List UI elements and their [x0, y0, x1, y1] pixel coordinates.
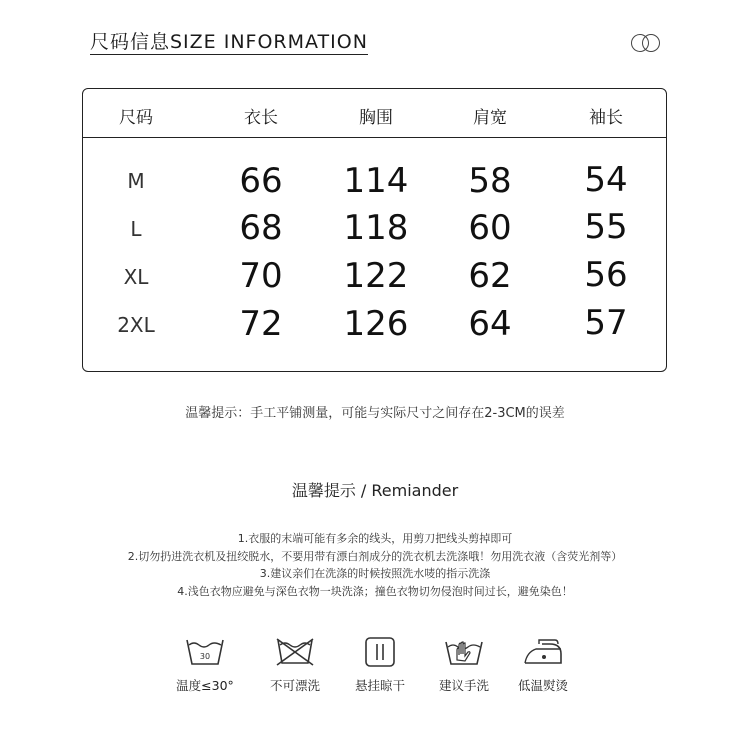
column-header-sleeve: 袖长: [589, 108, 623, 128]
measurement-notice: 温馨提示：手工平铺测量，可能与实际尺寸之间存在2-3CM的误差: [185, 406, 565, 421]
care-item-hang-dry: [335, 636, 425, 694]
row-size-label: L: [130, 217, 142, 241]
rings-logo-icon: [631, 34, 663, 52]
table-header-divider: [83, 137, 666, 138]
length-value: 72: [239, 304, 283, 344]
sleeve-value: 56: [584, 255, 628, 295]
care-label: 低温熨烫: [517, 678, 568, 693]
length-value: 68: [239, 208, 283, 248]
care-tips: [0, 530, 750, 600]
hang-dry-icon: [359, 636, 401, 668]
care-item-hand-wash: [419, 636, 509, 694]
page-title: 尺码信息SIZE INFORMATION: [90, 31, 368, 53]
column-header-length: 衣长: [244, 108, 278, 128]
size-table: [82, 88, 667, 372]
low-iron-icon: [522, 636, 564, 668]
length-value: 66: [239, 161, 283, 201]
reminder-title: 温馨提示 / Remiander: [291, 481, 459, 500]
care-label: 建议手洗: [438, 678, 489, 693]
chest-value: 114: [343, 161, 409, 201]
care-label: 不可漂洗: [269, 678, 320, 693]
column-header-shoulder: 肩宽: [473, 108, 507, 128]
sleeve-value: 57: [584, 303, 628, 343]
size-info-header: [90, 27, 368, 54]
hand-wash-icon: [443, 636, 485, 668]
tip-item: 1.衣服的末端可能有多余的线头，用剪刀把线头剪掉即可: [237, 532, 513, 545]
row-size-label: M: [127, 169, 145, 193]
wash-30-icon: [184, 636, 226, 668]
tip-item: 4.浅色衣物应避免与深色衣物一块洗涤；撞色衣物切勿侵泡时间过长，避免染色！: [177, 584, 573, 598]
shoulder-value: 58: [468, 161, 512, 201]
title-underline: [90, 54, 368, 55]
tip-item: 3.建议亲们在洗涤的时候按照洗水唛的指示洗涤: [259, 567, 491, 580]
tip-item: 2.切勿扔进洗衣机及扭绞脱水，不要用带有漂白剂成分的洗衣机去洗涤哦！勿用洗衣液（含荧光剂等）: [127, 549, 623, 563]
column-header-chest: 胸围: [359, 108, 393, 128]
shoulder-value: 64: [468, 304, 512, 344]
chest-value: 126: [343, 304, 409, 344]
row-size-label: 2XL: [117, 313, 155, 337]
shoulder-value: 62: [468, 256, 512, 296]
shoulder-value: 60: [468, 208, 512, 248]
care-item-wash-30: [160, 636, 250, 694]
care-label: 温度≤30°: [176, 678, 234, 693]
sleeve-value: 54: [584, 160, 628, 200]
wash-temperature-text: 30: [199, 652, 211, 661]
sleeve-value: 55: [584, 207, 628, 247]
care-item-low-iron: [498, 636, 588, 694]
care-item-no-bleach: [250, 636, 340, 694]
row-size-label: XL: [123, 265, 149, 289]
column-header-size: 尺码: [119, 108, 153, 128]
no-bleach-icon: [274, 636, 316, 668]
chest-value: 118: [343, 208, 409, 248]
care-label: 悬挂晾干: [354, 678, 405, 693]
length-value: 70: [239, 256, 283, 296]
chest-value: 122: [343, 256, 409, 296]
